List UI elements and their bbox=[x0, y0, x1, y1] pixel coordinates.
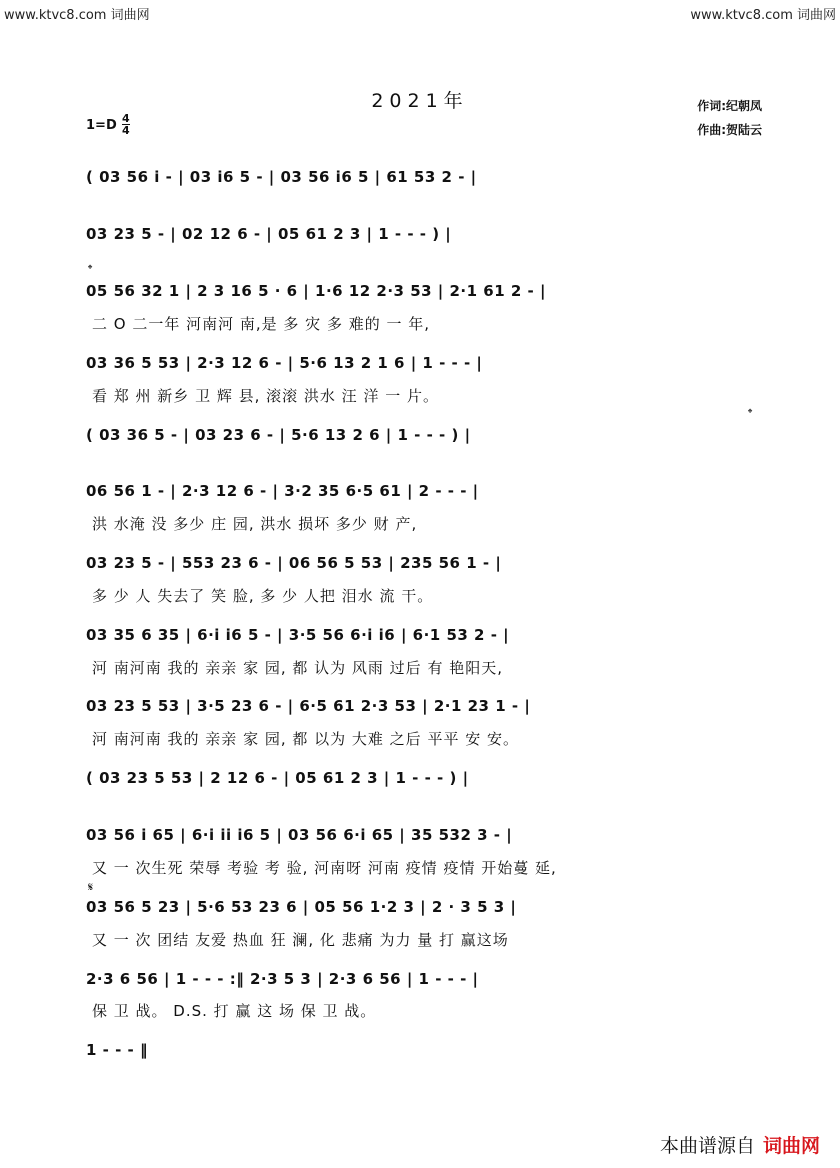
notation-line-9: 03 23 5 53 | 3·5 23 6 - | 6·5 61 2·3 53 | 2·1 23 1 - | bbox=[86, 697, 531, 715]
lyrics-line-13: 保 卫 战。 D.S. 打 赢 这 场 保 卫 战。 bbox=[92, 1002, 377, 1020]
coda-sign-icon: 𝄌 bbox=[88, 262, 93, 276]
lyrics-line-11: 又 一 次生死 荣辱 考验 考 验, 河南呀 河南 疫情 疫情 开始蔓 延, bbox=[92, 859, 557, 877]
time-signature-top: 4 bbox=[122, 112, 130, 125]
coda-sign-icon: 𝄌 bbox=[748, 406, 753, 420]
watermark-right: www.ktvc8.com 词曲网 bbox=[690, 8, 836, 23]
notation-line-6: 06 56 1 - | 2·3 12 6 - | 3·2 35 6·5 61 | 2 - - - | bbox=[86, 482, 479, 500]
lyrics-line-9: 河 南河南 我的 亲亲 家 园, 都 以为 大难 之后 平平 安 安。 bbox=[92, 730, 519, 748]
notation-line-5: ( 03 36 5 - | 03 23 6 - | 5·6 13 2 6 | 1 - - - ) | bbox=[86, 426, 471, 444]
lyricist-credit: 作词:纪朝凤 bbox=[697, 99, 762, 113]
notation-line-7: 03 23 5 - | 553 23 6 - | 06 56 5 53 | 235 56 1 - | bbox=[86, 554, 502, 572]
lyrics-line-4: 看 郑 州 新乡 卫 辉 县, 滚滚 洪水 汪 洋 一 片。 bbox=[92, 387, 439, 405]
notation-line-3: 05 56 32 1 | 2 3 16 5 · 6 | 1·6 12 2·3 53 | 2·1 61 2 - | bbox=[86, 282, 546, 300]
lyrics-line-12: 又 一 次 团结 友爱 热血 狂 澜, 化 悲痛 为力 量 打 赢这场 bbox=[92, 931, 509, 949]
key-signature: 1=D bbox=[86, 118, 117, 133]
song-title: 2021年 bbox=[371, 90, 469, 112]
footer-source-text: 本曲谱源自 bbox=[659, 1135, 755, 1157]
lyrics-line-6: 洪 水淹 没 多少 庄 园, 洪水 损坏 多少 财 产, bbox=[92, 515, 418, 533]
time-signature-bottom: 4 bbox=[122, 124, 130, 137]
segno-sign-icon: 𝄋 bbox=[88, 880, 94, 894]
lyrics-line-7: 多 少 人 失去了 笑 脸, 多 少 人把 泪水 流 干。 bbox=[92, 587, 434, 605]
lyrics-line-3: 二 O 二一年 河南河 南,是 多 灾 多 难的 一 年, bbox=[92, 315, 431, 333]
footer-brand: 词曲网 bbox=[762, 1135, 820, 1157]
lyrics-line-8: 河 南河南 我的 亲亲 家 园, 都 认为 风雨 过后 有 艳阳天, bbox=[92, 659, 503, 677]
notation-line-1: ( 03 56 i - | 03 i6 5 - | 03 56 i6 5 | 61 53 2 - | bbox=[86, 168, 477, 186]
composer-credit: 作曲:贺陆云 bbox=[697, 123, 762, 137]
notation-line-12: 03 56 5 23 | 5·6 53 23 6 | 05 56 1·2 3 | 2 · 3 5 3 | bbox=[86, 898, 517, 916]
notation-line-2: 03 23 5 - | 02 12 6 - | 05 61 2 3 | 1 - - - ) | bbox=[86, 225, 452, 243]
notation-line-11: 03 56 i 65 | 6·i ii i6 5 | 03 56 6·i 65 | 35 532 3 - | bbox=[86, 826, 513, 844]
notation-line-8: 03 35 6 35 | 6·i i6 5 - | 3·5 56 6·i i6 | 6·1 53 2 - | bbox=[86, 626, 510, 644]
notation-line-4: 03 36 5 53 | 2·3 12 6 - | 5·6 13 2 1 6 | 1 - - - | bbox=[86, 354, 483, 372]
notation-line-10: ( 03 23 5 53 | 2 12 6 - | 05 61 2 3 | 1 - - - ) | bbox=[86, 769, 469, 787]
footer-source bbox=[660, 1131, 820, 1158]
watermark-left: www.ktvc8.com 词曲网 bbox=[4, 8, 150, 23]
time-signature bbox=[122, 113, 130, 136]
notation-line-13: 2·3 6 56 | 1 - - - :‖ 2·3 5 3 | 2·3 6 56 | 1 - - - | bbox=[86, 970, 479, 988]
notation-line-14: 1 - - - ‖ bbox=[86, 1041, 149, 1059]
